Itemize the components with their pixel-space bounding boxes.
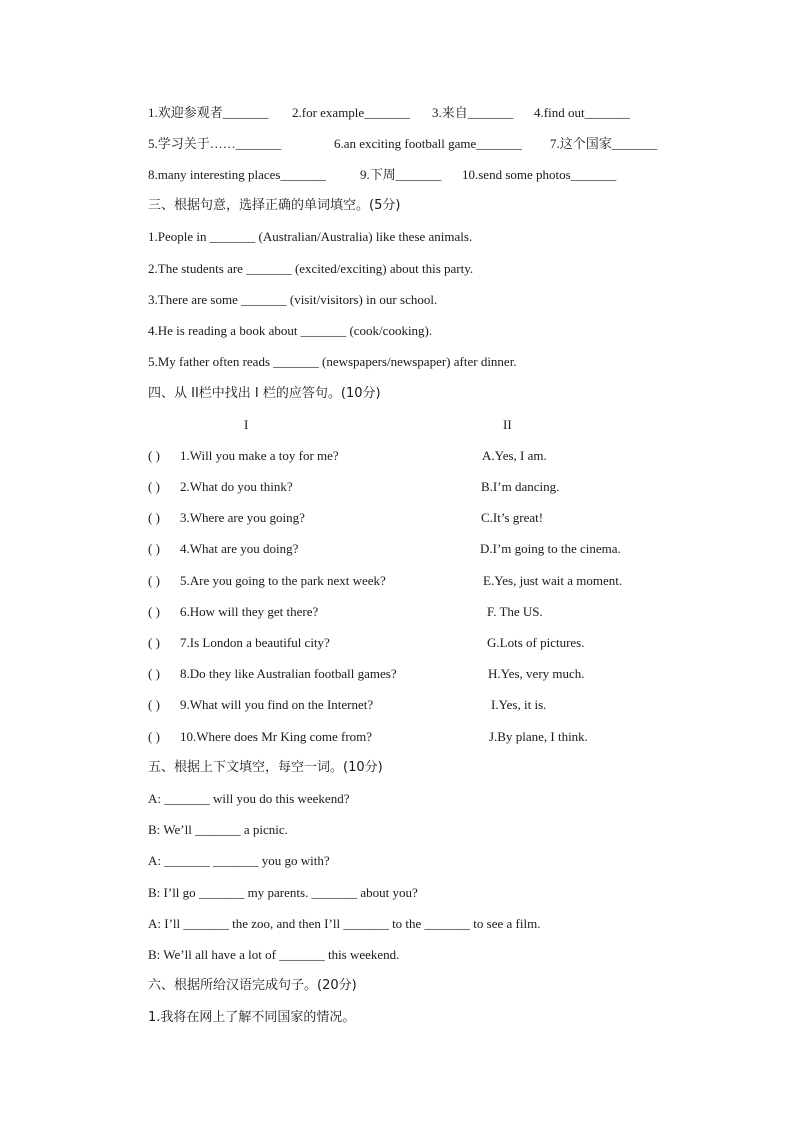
- answer-option: G.Lots of pictures.: [487, 635, 585, 650]
- vocab-item-6: 6.an exciting football game_______: [334, 136, 522, 151]
- question-text: 5.Are you going to the park next week?: [180, 573, 386, 588]
- question-text: 1.Will you make a toy for me?: [180, 448, 339, 463]
- section-3-item: 5.My father often reads _______ (newspapers/newspaper) after dinner.: [148, 354, 517, 369]
- section-3-item: 3.There are some _______ (visit/visitors) in our school.: [148, 292, 438, 307]
- vocab-item-2: 2.for example_______: [292, 105, 410, 120]
- section-3-title: 三、根据句意，选择正确的单词填空。(5分): [148, 198, 401, 213]
- question-text: 6.How will they get there?: [180, 604, 319, 619]
- section-5-title: 五、根据上下文填空，每空一词。(10分): [148, 760, 383, 775]
- answer-blank[interactable]: ( ): [148, 635, 160, 650]
- question-text: 7.Is London a beautiful city?: [180, 635, 330, 650]
- dialogue-line: A: _______ _______ you go with?: [148, 853, 330, 868]
- vocab-item-9: 9.下周_______: [360, 167, 442, 182]
- answer-option: A.Yes, I am.: [482, 448, 547, 463]
- answer-blank[interactable]: ( ): [148, 666, 160, 681]
- answer-option: I.Yes, it is.: [491, 697, 547, 712]
- dialogue-line: B: We’ll _______ a picnic.: [148, 822, 288, 837]
- section-6-item: 1.我将在网上了解不同国家的情况。: [148, 1010, 356, 1025]
- question-text: 9.What will you find on the Internet?: [180, 697, 374, 712]
- dialogue-line: A: I’ll _______ the zoo, and then I’ll _______ to the _______ to see a film.: [148, 916, 541, 931]
- answer-option: B.I’m dancing.: [481, 479, 560, 494]
- answer-option: E.Yes, just wait a moment.: [483, 573, 623, 588]
- answer-blank[interactable]: ( ): [148, 604, 160, 619]
- vocab-item-7: 7.这个国家_______: [550, 136, 658, 151]
- answer-blank[interactable]: ( ): [148, 448, 160, 463]
- section-6-title: 六、根据所给汉语完成句子。(20分): [148, 978, 357, 993]
- section-4-title: 四、从 II栏中找出 I 栏的应答句。(10分): [148, 386, 381, 401]
- question-text: 4.What are you doing?: [180, 541, 299, 556]
- answer-blank[interactable]: ( ): [148, 479, 160, 494]
- vocab-item-10: 10.send some photos_______: [462, 167, 617, 182]
- answer-option: H.Yes, very much.: [488, 666, 585, 681]
- column-i-header: I: [244, 417, 249, 432]
- section-3-item: 2.The students are _______ (excited/exciting) about this party.: [148, 261, 474, 276]
- vocab-item-4: 4.find out_______: [534, 105, 631, 120]
- answer-blank[interactable]: ( ): [148, 573, 160, 588]
- dialogue-line: A: _______ will you do this weekend?: [148, 791, 350, 806]
- vocab-item-1: 1.欢迎参观者_______: [148, 105, 269, 120]
- question-text: 10.Where does Mr King come from?: [180, 729, 373, 744]
- dialogue-line: B: I’ll go _______ my parents. _______ about you?: [148, 885, 418, 900]
- answer-option: F. The US.: [487, 604, 543, 619]
- section-3-item: 1.People in _______ (Australian/Australia) like these animals.: [148, 229, 473, 244]
- section-3-item: 4.He is reading a book about _______ (cook/cooking).: [148, 323, 433, 338]
- answer-option: D.I’m going to the cinema.: [480, 541, 621, 556]
- vocab-item-5: 5.学习关于……_______: [148, 136, 282, 151]
- answer-blank[interactable]: ( ): [148, 510, 160, 525]
- answer-option: J.By plane, I think.: [489, 729, 588, 744]
- question-text: 2.What do you think?: [180, 479, 293, 494]
- question-text: 3.Where are you going?: [180, 510, 305, 525]
- column-ii-header: II: [503, 417, 512, 432]
- answer-option: C.It’s great!: [481, 510, 544, 525]
- answer-blank[interactable]: ( ): [148, 697, 160, 712]
- answer-blank[interactable]: ( ): [148, 541, 160, 556]
- vocab-item-8: 8.many interesting places_______: [148, 167, 326, 182]
- question-text: 8.Do they like Australian football games?: [180, 666, 397, 681]
- vocab-item-3: 3.来自_______: [432, 105, 514, 120]
- answer-blank[interactable]: ( ): [148, 729, 160, 744]
- dialogue-line: B: We’ll all have a lot of _______ this weekend.: [148, 947, 400, 962]
